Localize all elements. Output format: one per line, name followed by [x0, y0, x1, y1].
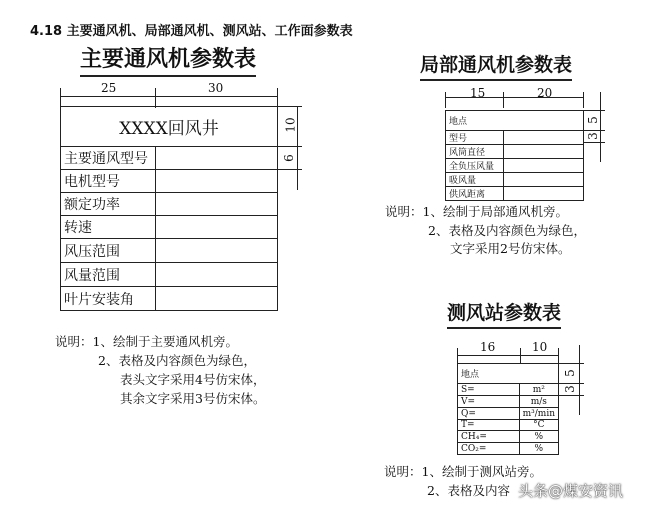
dim-row: 3: [585, 132, 600, 140]
section-heading: 4.18 主要通风机、局部通风机、测风站、工作面参数表: [30, 24, 353, 39]
row-label: V=: [458, 396, 520, 408]
row-label: 额定功率: [61, 193, 156, 216]
row-unit: m/s: [519, 396, 558, 408]
row-label: CH₄=: [458, 431, 520, 443]
note-line: 其余文字采用3号仿宋体。: [120, 391, 266, 406]
note-line: 说明：1、绘制于局部通风机旁。: [385, 204, 568, 219]
row-unit: m³/min: [519, 408, 558, 420]
row-unit: m²: [519, 384, 558, 396]
row-label: 型号: [446, 131, 504, 145]
row-label: 转速: [61, 216, 156, 239]
table-head: 地点: [458, 364, 559, 384]
dim-row-header: 5: [562, 369, 577, 377]
local-fan-table: [445, 110, 584, 201]
row-label: 风量范围: [61, 263, 156, 287]
dim-row-header: 10: [283, 117, 298, 133]
dim-row-header: 5: [585, 116, 600, 124]
row-label: T=: [458, 420, 520, 431]
note-line: 说明：1、绘制于主要通风机旁。: [55, 334, 238, 349]
main-fan-title: 主要通风机参数表: [80, 42, 256, 77]
row-label: 电机型号: [61, 170, 156, 193]
note-line: 2、表格及内容: [427, 483, 510, 498]
watermark: 头条@煤安资讯: [518, 482, 624, 500]
note-line: 说明：1、绘制于测风站旁。: [384, 464, 542, 479]
row-label: 供风距离: [446, 187, 504, 201]
note-line: 表头文字采用4号仿宋体，: [120, 372, 266, 387]
row-label: S=: [458, 384, 520, 396]
station-title: 测风站参数表: [447, 298, 561, 329]
row-label: 风压范围: [61, 239, 156, 263]
note-line: 2、表格及内容颜色为绿色，: [98, 353, 256, 368]
dim-col1: 15: [470, 86, 486, 100]
row-label: 风筒直径: [446, 145, 504, 159]
row-label: 全负压风量: [446, 159, 504, 173]
dim-col1: 16: [480, 340, 496, 354]
dimension-line: [60, 96, 277, 97]
table-head: 地点: [446, 111, 584, 131]
row-label: 吸风量: [446, 173, 504, 187]
station-table: [457, 363, 559, 455]
row-unit: %: [519, 443, 558, 455]
dim-row: 6: [281, 154, 296, 162]
row-label: CO₂=: [458, 443, 520, 455]
dim-row: 3: [562, 385, 577, 393]
dim-col2: 20: [537, 86, 553, 100]
row-unit: %: [519, 431, 558, 443]
row-unit: °C: [519, 420, 558, 431]
row-label: Q=: [458, 408, 520, 420]
row-label: 主要通风型号: [61, 147, 156, 170]
dim-col1: 25: [101, 81, 117, 95]
note-line: 文字采用2号仿宋体。: [450, 241, 571, 256]
local-fan-title: 局部通风机参数表: [420, 50, 572, 81]
dim-col2: 10: [532, 340, 548, 354]
dim-col2: 30: [208, 81, 224, 95]
table-head: XXXX回风井: [61, 107, 278, 147]
row-label: 叶片安装角: [61, 287, 156, 311]
main-fan-table: [60, 106, 278, 311]
note-line: 2、表格及内容颜色为绿色，: [428, 223, 586, 238]
